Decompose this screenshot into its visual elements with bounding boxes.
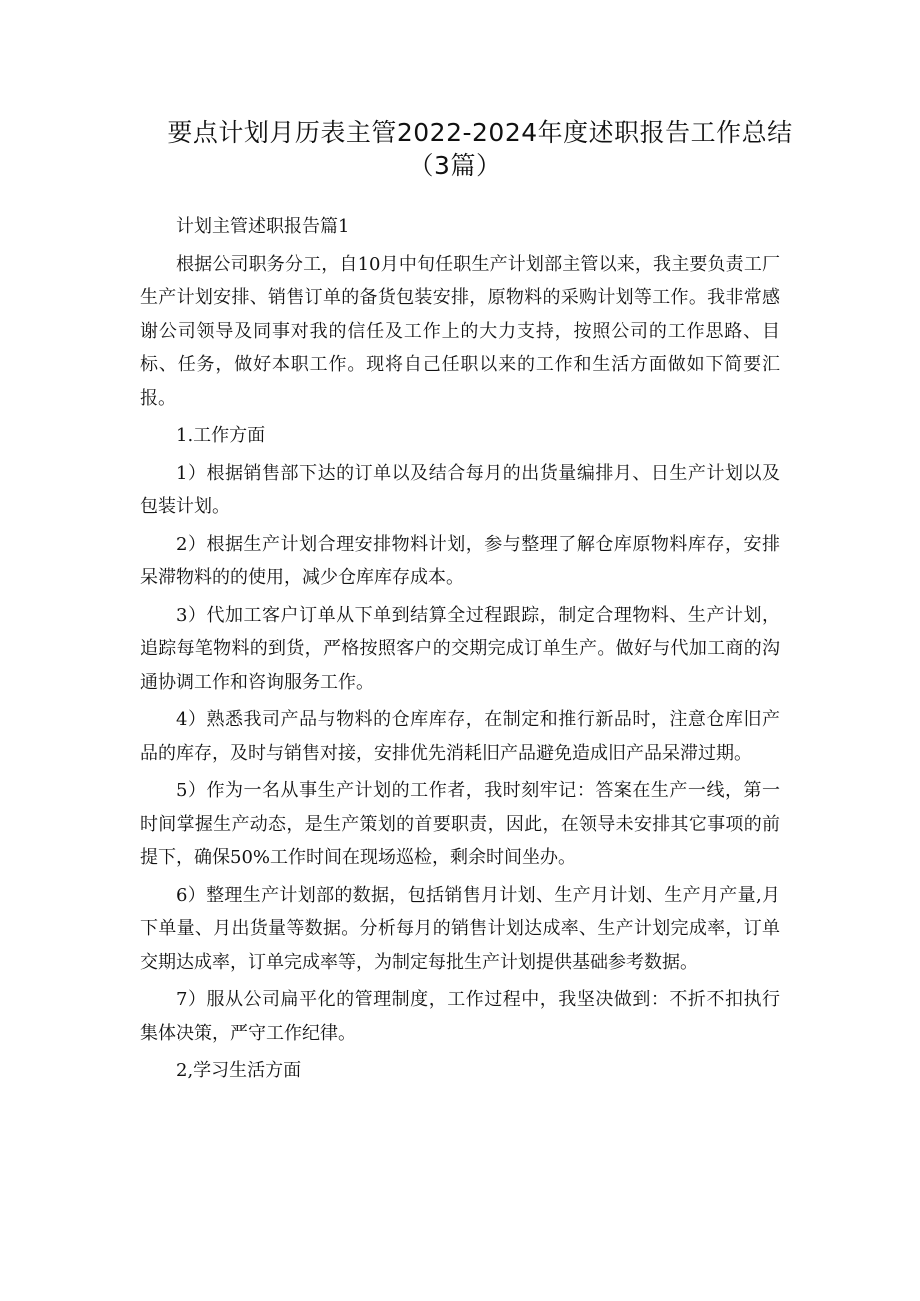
section-heading-work: 1.工作方面 — [176, 425, 266, 446]
intro-paragraph: 根据公司职务分工，自10月中旬任职生产计划部主管以来，我主要负责工厂生产计划安排、销售订单的备货包装安排，原物料的采购计划等工作。我非常感谢公司领导及同事对我的信任及工作上的大力支持，按照公司的工作思路、目标、任务，做好本职工作。现将自己任职以来的工作和生活方面做如下简要汇报。 — [140, 253, 780, 409]
report-subtitle: 计划主管述职报告篇1 — [176, 216, 350, 237]
list-item: 7）服从公司扁平化的管理制度，工作过程中，我坚决做到：不折不扣执行集体决策，严守工作纪律。 — [140, 989, 780, 1044]
list-item: 5）作为一名从事生产计划的工作者，我时刻牢记：答案在生产一线，第一时间掌握生产动态，是生产策划的首要职责，因此，在领导未安排其它事项的前提下，确保50%工作时间在现场巡检，剩余时间坐办。 — [140, 780, 780, 868]
list-item: 4）熟悉我司产品与物料的仓库库存，在制定和推行新品时，注意仓库旧产品的库存，及时与销售对接，安排优先消耗旧产品避免造成旧产品呆滞过期。 — [140, 709, 780, 764]
document-title: 要点计划月历表主管2022-2024年度述职报告工作总结 — [167, 118, 793, 147]
list-item: 2）根据生产计划合理安排物料计划，参与整理了解仓库原物料库存，安排呆滞物料的的使用，减少仓库库存成本。 — [140, 533, 780, 588]
list-item: 1）根据销售部下达的订单以及结合每月的出货量编排月、日生产计划以及包装计划。 — [140, 462, 780, 517]
list-item: 3）代加工客户订单从下单到结算全过程跟踪，制定合理物料、生产计划，追踪每笔物料的到货，严格按照客户的交期完成订单生产。做好与代加工商的沟通协调工作和咨询服务工作。 — [140, 604, 780, 693]
document-title-count: （3篇） — [408, 151, 502, 180]
list-item: 6）整理生产计划部的数据，包括销售月计划、生产月计划、生产月产量,月下单量、月出货量等数据。分析每月的销售计划达成率、生产计划完成率，订单交期达成率，订单完成率等，为制定每批生产计划提供基础参考数据。 — [140, 884, 780, 973]
document-body — [140, 210, 780, 1092]
section-heading-study-life: 2,学习生活方面 — [176, 1060, 302, 1081]
